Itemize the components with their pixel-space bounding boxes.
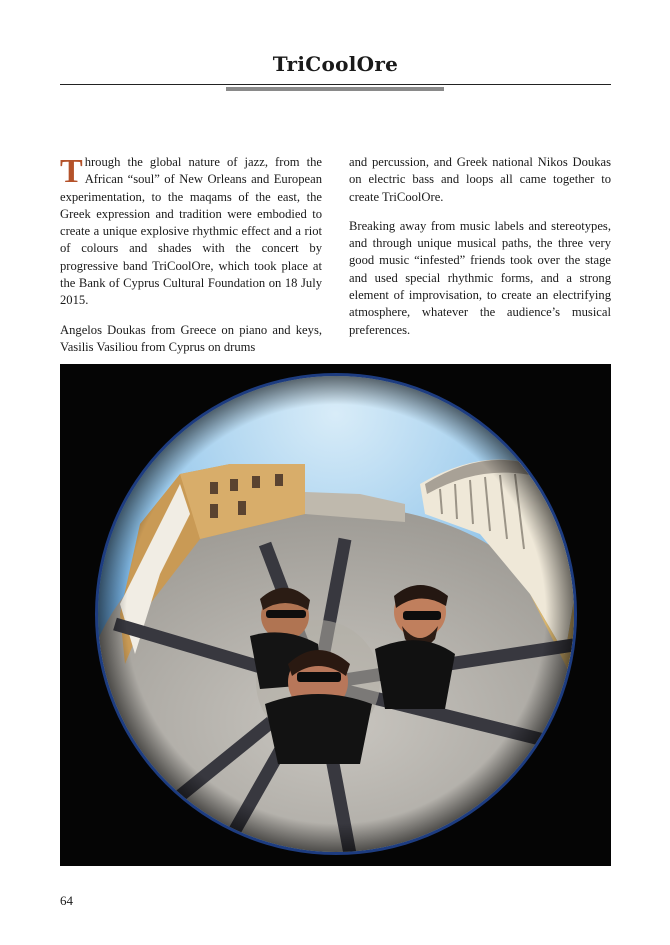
photo-illustration (60, 364, 611, 866)
text-column-right (349, 154, 611, 351)
title-rule (60, 84, 611, 85)
paragraph-1 (60, 154, 322, 310)
drop-cap: T (60, 153, 83, 190)
page-number: 64 (60, 893, 73, 908)
text-column-left (60, 154, 322, 368)
paragraph-3: Breaking away from music labels and stereotypes, and through unique musical paths, the three very good music “infested” friends took over the stage and used special rhythmic forms, and a strong element of improvisation, to create an electrifying atmosphere, whatever the audience’s musical preferences. (349, 218, 611, 337)
paragraph-2-text-part1: Angelos Doukas from Greece on piano and keys, Vasilis Vasiliou from Cyprus on drums (60, 322, 322, 354)
paragraph-2-start (60, 322, 322, 357)
band-fisheye-photo (60, 364, 611, 866)
paragraph-1-text: hrough the global nature of jazz, from the African “soul” of New Orleans and European experimentation, to the maqams of the east, the Greek expression and tradition were embodied to create a unique explosive rhythmic effect and a riot of colours and shades with the concert by progressive band TriCoolOre, which took place at the Bank of Cyprus Cultural Foundation on 18 July 2015. (60, 155, 322, 308)
page-title: TriCoolOre (272, 52, 399, 76)
title-accent-bar (226, 87, 444, 91)
paragraph-2-text-part2: and percussion, and Greek national Nikos Doukas on electric bass and loops all came together to create TriCoolOre. (349, 155, 611, 204)
paragraph-2-end (349, 154, 611, 206)
